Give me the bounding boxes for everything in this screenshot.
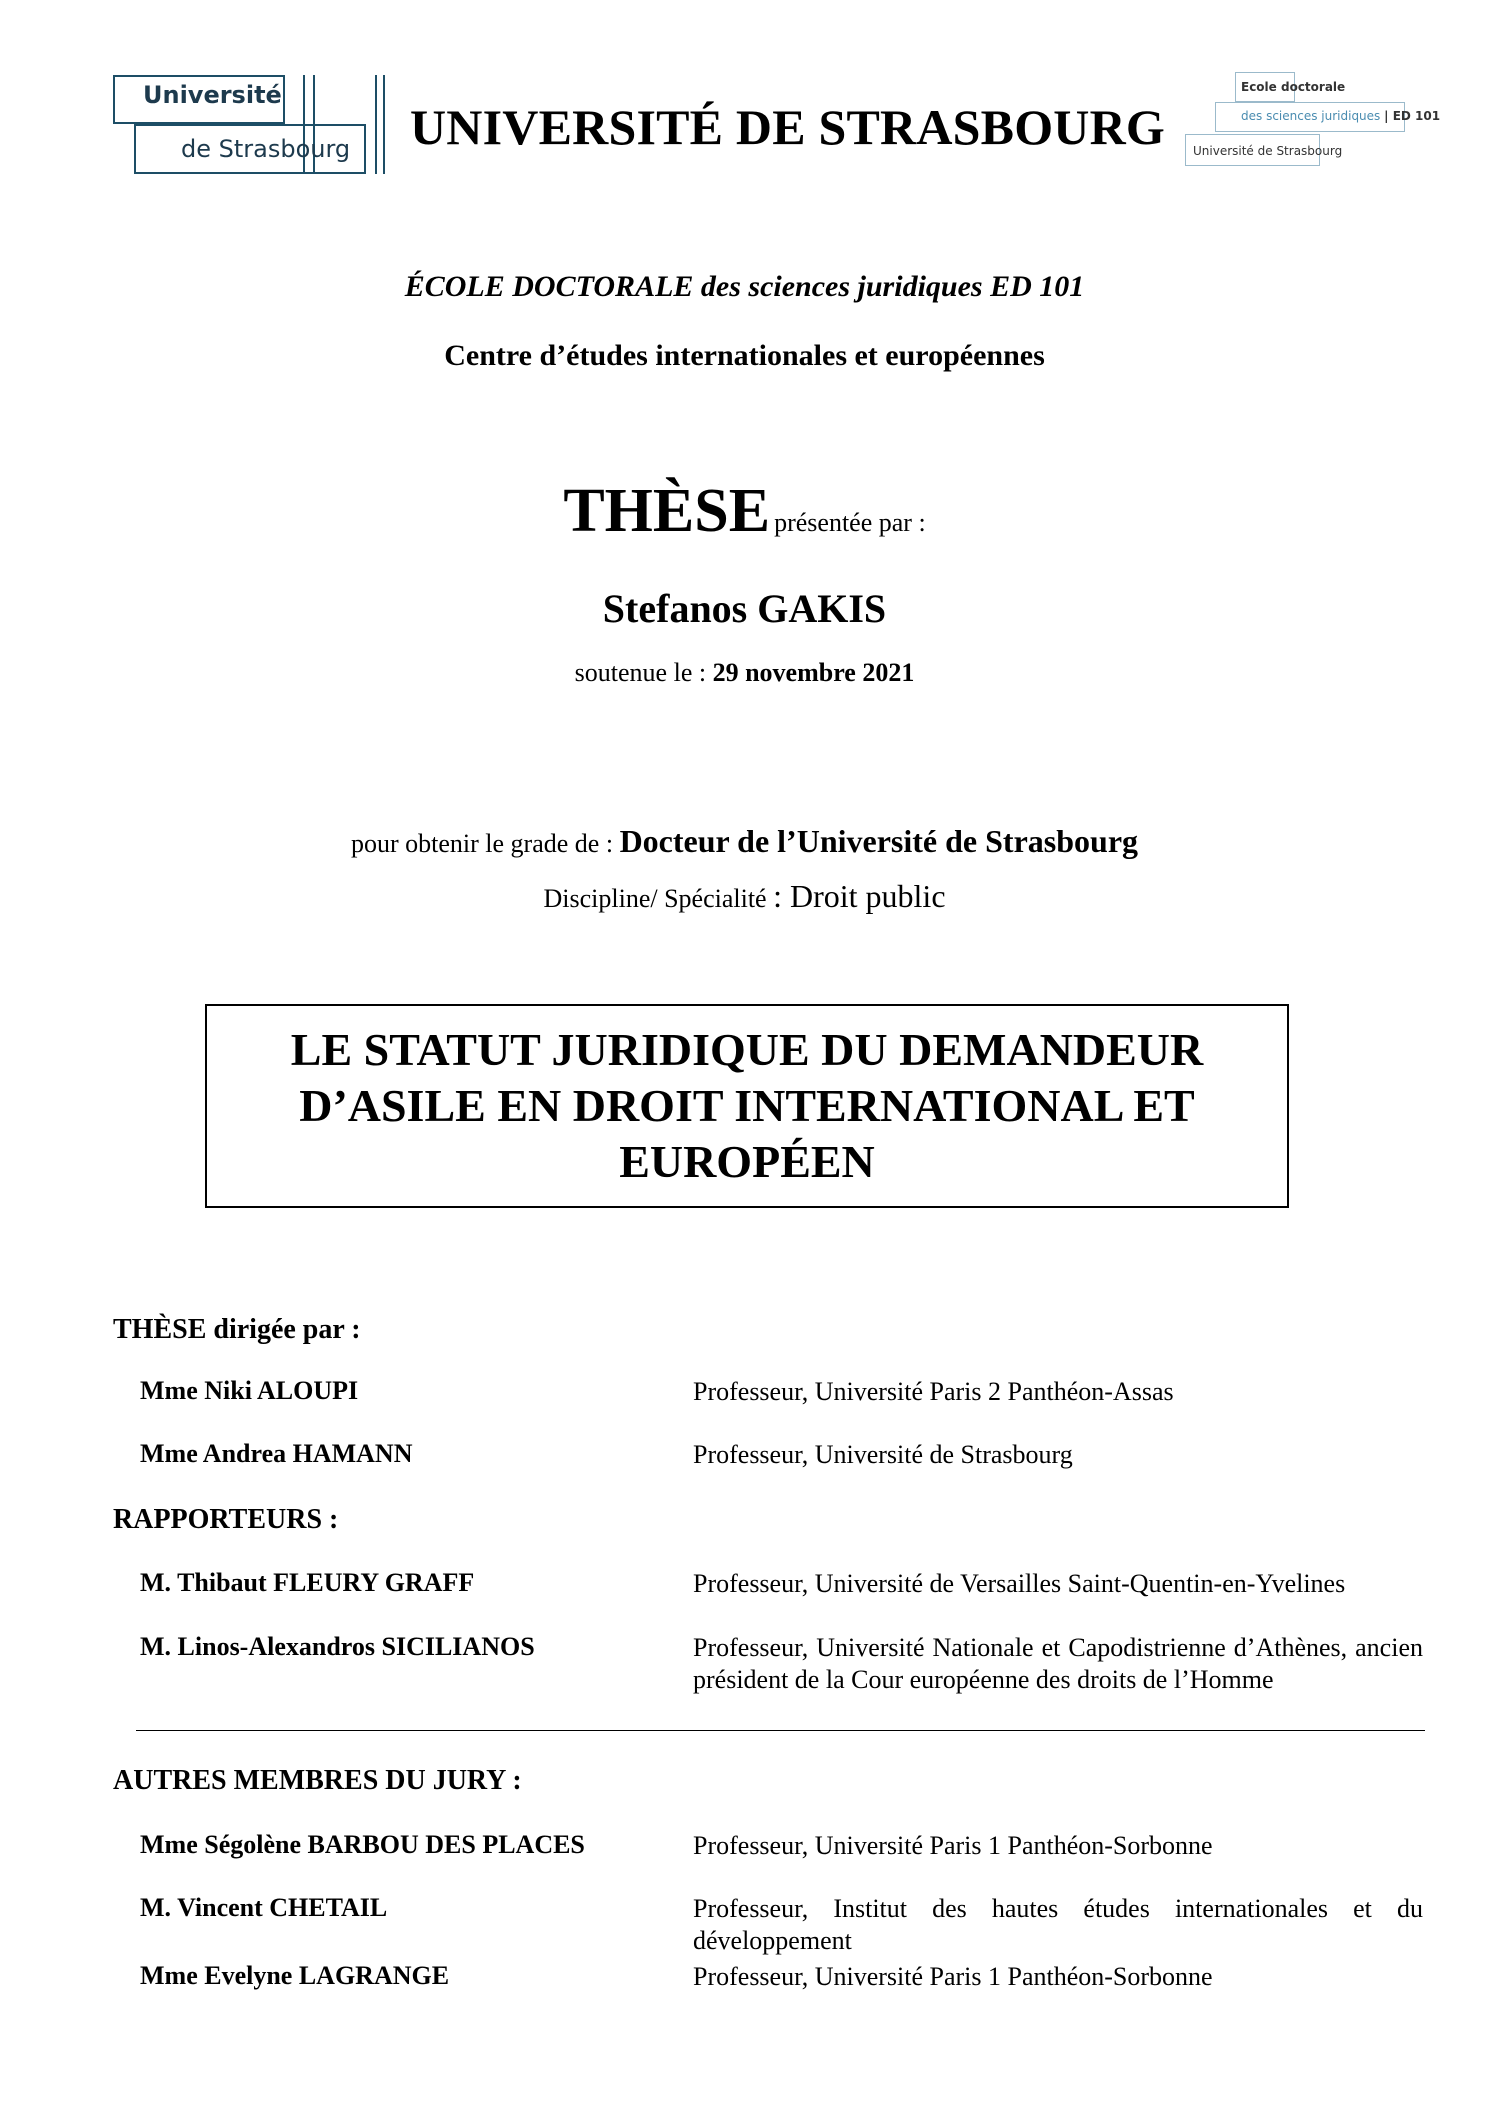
thesis-title-line: D’ASILE EN DROIT INTERNATIONAL ET [299, 1080, 1195, 1131]
research-centre: Centre d’études internationales et européennes [444, 339, 1045, 372]
presented-by-label: présentée par : [774, 508, 926, 537]
directors-heading: THÈSE dirigée par : [113, 1314, 361, 1345]
defense-date: 29 novembre 2021 [712, 658, 915, 687]
university-strasbourg-logo [113, 73, 391, 178]
logo-line [375, 75, 377, 174]
grade-value: Docteur de l’Université de Strasbourg [619, 823, 1139, 859]
these-label: THÈSE [563, 477, 771, 545]
these-heading [0, 476, 1489, 547]
rapporteurs-heading: RAPPORTEURS : [113, 1504, 339, 1535]
jury-member-title: Professeur, Université Paris 2 Panthéon-Assas [693, 1377, 1174, 1406]
thesis-title [291, 1022, 1203, 1190]
jury-member-name: Mme Andrea HAMANN [140, 1439, 413, 1468]
logo-text-line1: Ecole doctorale [1241, 80, 1346, 94]
jury-member-title: Professeur, Université de Strasbourg [693, 1440, 1073, 1469]
jury-member-title: Professeur, Université Paris 1 Panthéon-Sorbonne [693, 1831, 1213, 1860]
jury-member-name: Mme Evelyne LAGRANGE [140, 1961, 450, 1990]
doctoral-school-name: ÉCOLE DOCTORALE des sciences juridiques ED 101 [404, 270, 1085, 303]
jury-member-name: M. Linos-Alexandros SICILIANOS [140, 1632, 535, 1661]
discipline-line [0, 878, 1489, 915]
discipline-label: Discipline/ Spécialité [543, 884, 767, 913]
university-title: UNIVERSITÉ DE STRASBOURG [410, 99, 1165, 155]
jury-member-name: M. Thibaut FLEURY GRAFF [140, 1568, 475, 1597]
jury-member-title: Professeur, Université de Versailles Saint-Quentin-en-Yvelines [693, 1569, 1346, 1598]
jury-member-name: M. Vincent CHETAIL [140, 1893, 388, 1922]
discipline-value: : Droit public [773, 878, 946, 914]
other-members-heading: AUTRES MEMBRES DU JURY : [113, 1765, 522, 1796]
author-name: Stefanos GAKIS [602, 586, 887, 631]
logo-line [383, 75, 385, 174]
thesis-title-line: LE STATUT JURIDIQUE DU DEMANDEUR [290, 1024, 1204, 1075]
doctoral-school-logo [1185, 72, 1441, 172]
defense-line [0, 658, 1489, 688]
jury-member-title: Professeur, Université Paris 1 Panthéon-Sorbonne [693, 1962, 1213, 1991]
logo-text-line2: de Strasbourg [181, 135, 351, 163]
jury-member-title: Professeur, Université Nationale et Capodistrienne d’Athènes, ancien président de la Cour européenne des droits de l’Homme [693, 1633, 1423, 1694]
thesis-title-box [205, 1004, 1289, 1208]
jury-member-name: Mme Niki ALOUPI [140, 1376, 359, 1405]
logo-text-line3: Université de Strasbourg [1193, 144, 1343, 158]
jury-member-name: Mme Ségolène BARBOU DES PLACES [140, 1830, 585, 1859]
logo-text-line1: Université [143, 81, 282, 109]
defended-label: soutenue le : [574, 658, 707, 687]
grade-line [0, 823, 1489, 860]
thesis-title-line: EUROPÉEN [619, 1136, 875, 1187]
divider [136, 1730, 1425, 1731]
grade-label: pour obtenir le grade de : [350, 829, 614, 858]
logo-text-line2: des sciences juridiques | ED 101 [1241, 109, 1441, 123]
jury-member-title: Professeur, Institut des hautes études internationales et du développement [693, 1894, 1423, 1955]
